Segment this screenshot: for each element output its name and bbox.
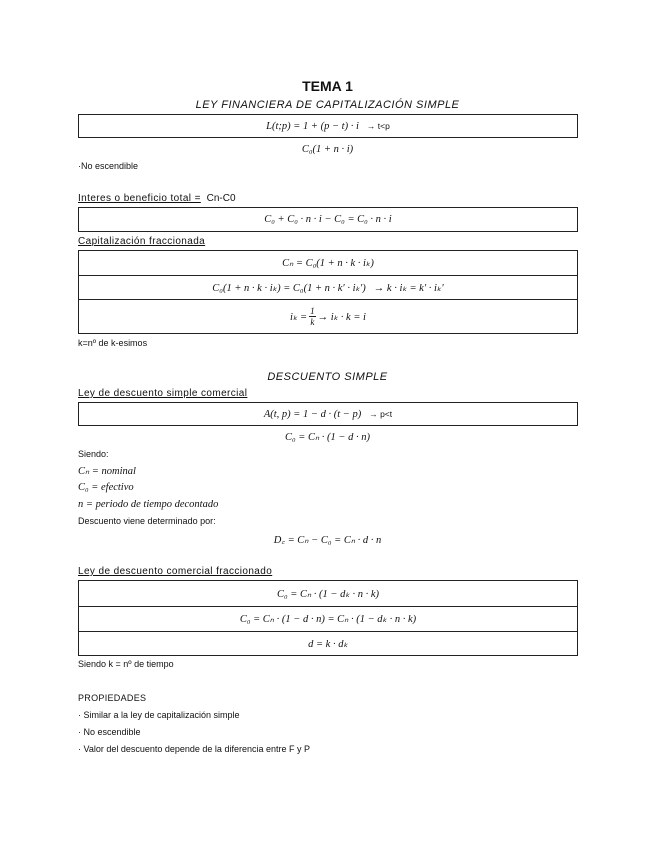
fraccionada-row-1-formula: Cₙ = C₀(1 + n · k · iₖ) <box>282 258 374 269</box>
def-periodo: n = periodo de tiempo decontado <box>78 499 219 510</box>
def-nominal: Cₙ = nominal <box>78 466 136 477</box>
fraccionada-row-3-right: → iₖ · k = i <box>317 311 366 323</box>
descuento-fraccionado-heading: Ley de descuento comercial fraccionado <box>78 566 273 577</box>
fraccionada-row-1 <box>79 251 577 275</box>
descuento-fraccionado-table <box>78 580 578 656</box>
descuento-fraccionado-row-1 <box>79 581 577 606</box>
interes-label-suffix: Cn-C0 <box>206 193 236 204</box>
descuento-fraccionado-row-1-formula: C₀ = Cₙ · (1 − dₖ · n · k) <box>276 588 379 600</box>
fraccionada-row-2 <box>79 275 577 299</box>
propiedad-item: · Similar a la ley de capitalización simple <box>78 710 240 720</box>
descuento-dc-formula: D꜀ = Cₙ − C₀ = Cₙ · d · n <box>273 535 382 546</box>
descuento-formula-below: C₀ = Cₙ · (1 − d · n) <box>284 432 370 443</box>
interes-formula-box <box>78 207 578 232</box>
fraction-one-over-k <box>309 306 316 327</box>
capitalization-formula: L(t;p) = 1 + (p − t) · i <box>266 120 359 132</box>
fraction-numerator: 1 <box>310 306 315 316</box>
propiedad-item: · Valor del descuento depende de la diferencia entre F y P <box>78 744 310 754</box>
siendo-k-note: Siendo k = nº de tiempo <box>78 659 174 669</box>
fraccionada-row-3-left: iₖ = <box>290 311 308 323</box>
propiedades-heading: PROPIEDADES <box>78 693 147 703</box>
section-subtitle: LEY FINANCIERA DE CAPITALIZACIÓN SIMPLE <box>195 99 460 111</box>
capitalization-condition: → t<p <box>366 121 390 131</box>
def-efectivo: C₀ = efectivo <box>78 482 134 493</box>
descuento-fraccionado-row-2 <box>79 606 577 631</box>
fraccionada-row-2-right: → k · iₖ = k′ · iₖ′ <box>373 282 444 294</box>
interes-label-line <box>78 193 236 204</box>
no-escendible-note: ·No escendible <box>78 161 139 171</box>
descuento-condition: → p<t <box>369 409 393 419</box>
descuento-fraccionado-row-2-formula: C₀ = Cₙ · (1 − d · n) = Cₙ · (1 − dₖ · n · k) <box>239 614 417 625</box>
descuento-fraccionado-row-3-formula: d = k · dₖ <box>308 638 348 650</box>
interes-formula: C₀ + C₀ · n · i − C₀ = C₀ · n · i <box>264 214 392 225</box>
fraccionada-heading: Capitalización fraccionada <box>78 236 206 247</box>
page-title: TEMA 1 <box>302 78 353 94</box>
capitalization-formula-below: C₀(1 + n · i) <box>301 144 354 155</box>
descuento-comercial-heading: Ley de descuento simple comercial <box>78 388 248 399</box>
descuento-formula-box <box>78 402 578 426</box>
fraccionada-row-2-left: C₀(1 + n · k · iₖ) = C₀(1 + n · k′ · iₖ′) <box>212 282 366 294</box>
fraction-denominator: k <box>310 317 315 327</box>
propiedad-item: · No escendible <box>78 727 141 737</box>
descuento-fraccionado-row-3 <box>79 631 577 655</box>
interes-label: Interes o beneficio total = <box>78 193 201 204</box>
descuento-formula: A(t, p) = 1 − d · (t − p) <box>263 408 362 420</box>
k-esimos-note: k=nº de k-esimos <box>78 338 148 348</box>
fraccionada-row-3 <box>79 299 577 333</box>
descuento-determinado: Descuento viene determinado por: <box>78 516 216 526</box>
fraccionada-formula-table <box>78 250 578 334</box>
descuento-title: DESCUENTO SIMPLE <box>267 371 388 383</box>
siendo-label: Siendo: <box>78 449 109 459</box>
capitalization-formula-box <box>78 114 578 138</box>
